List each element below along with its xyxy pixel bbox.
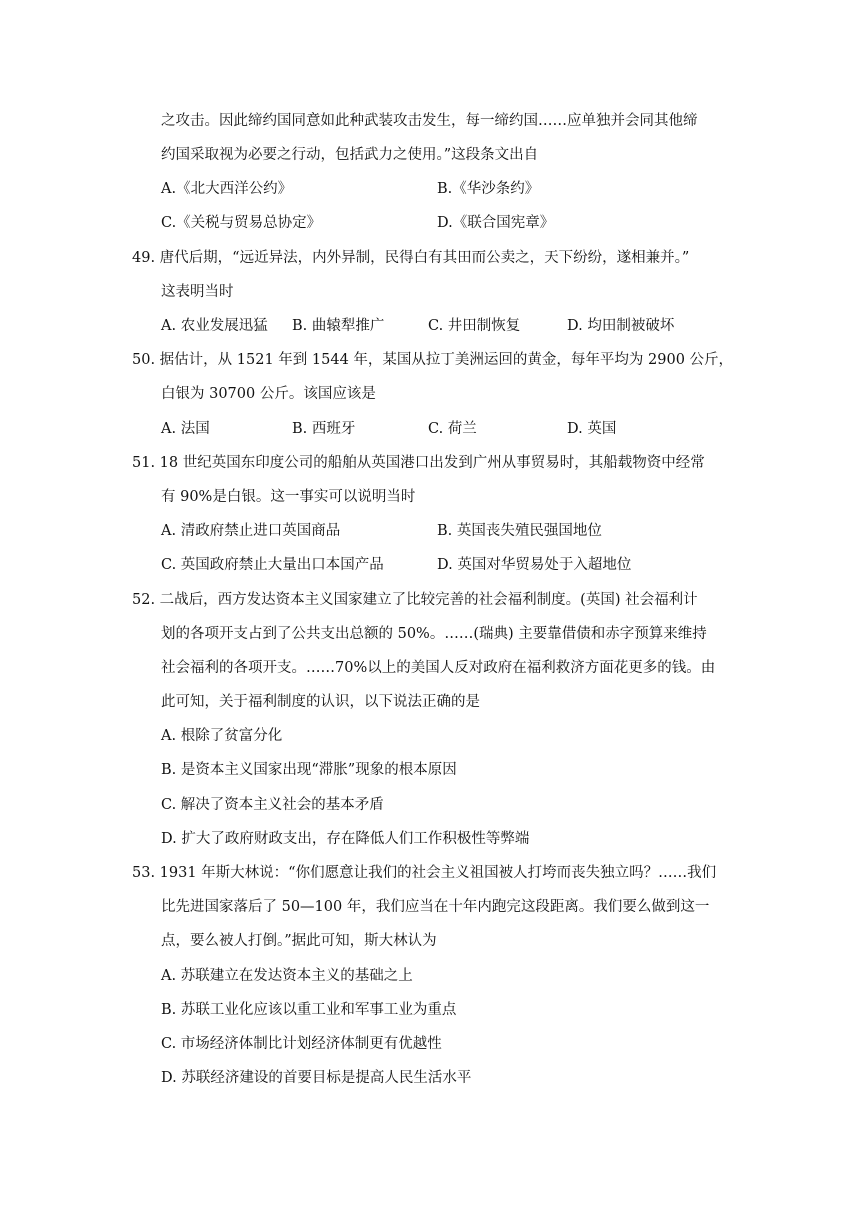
q52-line-4: 此可知，关于福利制度的认识，以下说法正确的是 bbox=[161, 694, 480, 710]
q49-option-d: D. 均田制被破坏 bbox=[567, 318, 675, 334]
q51-line-1: 51. 18 世纪英国东印度公司的船舶从英国港口出发到广州从事贸易时，其船载物资中经常 bbox=[132, 455, 705, 471]
q53-option-a: A. 苏联建立在发达资本主义的基础之上 bbox=[161, 968, 413, 984]
q52-line-2: 划的各项开支占到了公共支出总额的 50%。……(瑞典) 主要靠借债和赤字预算来维持 bbox=[161, 626, 707, 642]
q53-option-c: C. 市场经济体制比计划经济体制更有优越性 bbox=[161, 1036, 442, 1052]
q49-option-c: C. 井田制恢复 bbox=[428, 318, 521, 334]
intro-option-a: A.《北大西洋公约》 bbox=[161, 181, 293, 197]
q49-line-2: 这表明当时 bbox=[161, 284, 234, 300]
intro-line-1: 之攻击。因此缔约国同意如此种武装攻击发生，每一缔约国……应单独并会同其他缔 bbox=[161, 113, 698, 129]
q53-line-2: 比先进国家落后了 50—100 年，我们应当在十年内跑完这段距离。我们要么做到这一 bbox=[161, 899, 710, 915]
q52-option-b: B. 是资本主义国家出现“滞胀”现象的根本原因 bbox=[161, 762, 457, 778]
q52-line-1: 52. 二战后，西方发达资本主义国家建立了比较完善的社会福利制度。(英国) 社会福利计 bbox=[132, 592, 698, 608]
q53-line-1: 53. 1931 年斯大林说：“你们愿意让我们的社会主义祖国被人打垮而丧失独立吗？……我们 bbox=[132, 865, 717, 881]
q52-option-c: C. 解决了资本主义社会的基本矛盾 bbox=[161, 797, 384, 813]
q52-option-a: A. 根除了贫富分化 bbox=[161, 728, 283, 744]
q50-option-a: A. 法国 bbox=[161, 421, 210, 437]
intro-option-d: D.《联合国宪章》 bbox=[437, 215, 555, 231]
q49-line-1: 49. 唐代后期，“远近异法，内外异制，民得白有其田而公卖之，天下纷纷，遂相兼并。” bbox=[132, 250, 690, 266]
intro-option-c: C.《关税与贸易总协定》 bbox=[161, 215, 322, 231]
q49-option-a: A. 农业发展迅猛 bbox=[161, 318, 268, 334]
q53-option-d: D. 苏联经济建设的首要目标是提高人民生活水平 bbox=[161, 1070, 472, 1086]
q51-option-c: C. 英国政府禁止大量出口本国产品 bbox=[161, 557, 384, 573]
intro-line-2: 约国采取视为必要之行动，包括武力之使用。”这段条文出自 bbox=[161, 147, 539, 163]
q50-option-d: D. 英国 bbox=[567, 421, 617, 437]
q51-option-a: A. 清政府禁止进口英国商品 bbox=[161, 523, 341, 539]
q50-line-1: 50. 据估计，从 1521 年到 1544 年，某国从拉丁美洲运回的黄金，每年平均为 2900 公斤， bbox=[132, 352, 734, 368]
q53-line-3: 点，要么被人打倒。”据此可知，斯大林认为 bbox=[161, 933, 437, 949]
q52-line-3: 社会福利的各项开支。……70%以上的美国人反对政府在福利救济方面花更多的钱。由 bbox=[161, 660, 716, 676]
q50-option-c: C. 荷兰 bbox=[428, 421, 477, 437]
q51-option-d: D. 英国对华贸易处于入超地位 bbox=[437, 557, 632, 573]
q50-option-b: B. 西班牙 bbox=[292, 421, 356, 437]
q50-line-2: 白银为 30700 公斤。该国应该是 bbox=[161, 386, 376, 402]
q52-option-d: D. 扩大了政府财政支出，存在降低人们工作积极性等弊端 bbox=[161, 831, 530, 847]
q51-option-b: B. 英国丧失殖民强国地位 bbox=[437, 523, 602, 539]
q51-line-2: 有 90%是白银。这一事实可以说明当时 bbox=[161, 489, 416, 505]
q53-option-b: B. 苏联工业化应该以重工业和军事工业为重点 bbox=[161, 1002, 457, 1018]
q49-option-b: B. 曲辕犁推广 bbox=[292, 318, 385, 334]
intro-option-b: B.《华沙条约》 bbox=[437, 181, 540, 197]
